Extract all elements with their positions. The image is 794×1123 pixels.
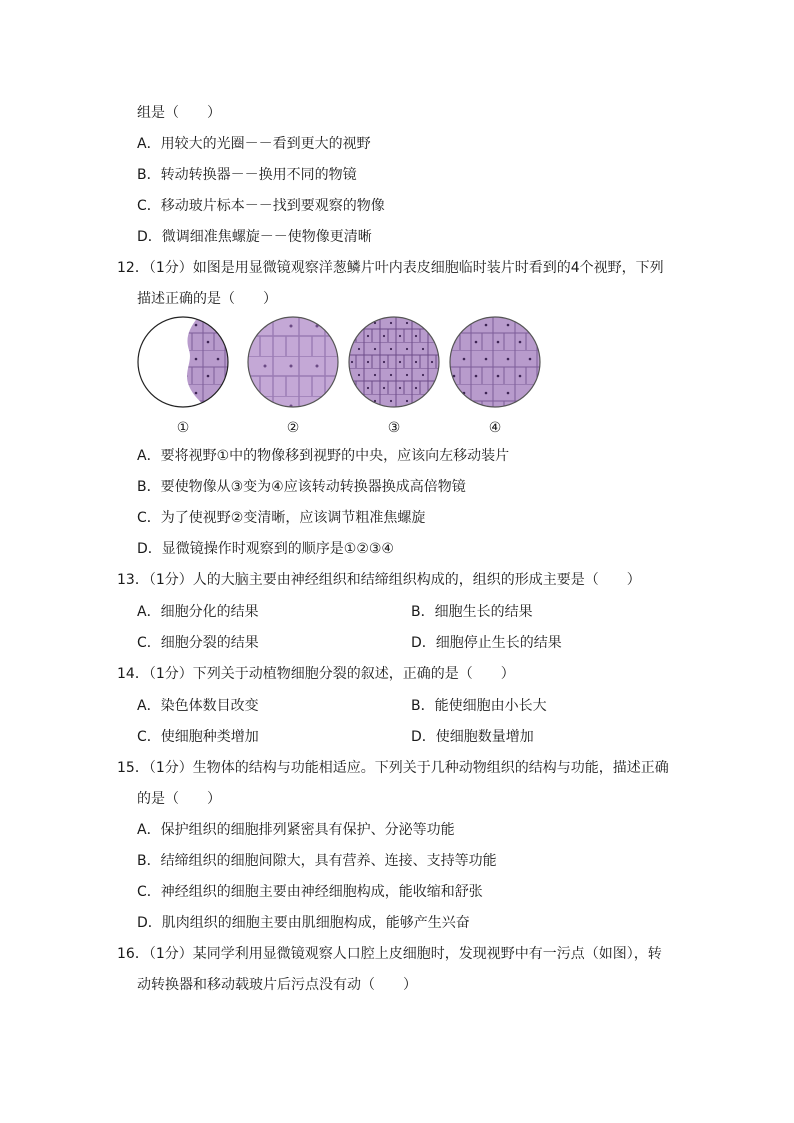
q13-option-b[interactable]: B．细胞生长的结果 — [411, 604, 533, 620]
q12-stem: 12．（1分）如图是用显微镜观察洋葱鳞片叶内表皮细胞临时装片时看到的4个视野，下列 — [117, 260, 664, 276]
q15-option-b[interactable]: B．结缔组织的细胞间隙大，具有营养、连接、支持等功能 — [137, 853, 497, 869]
q12-option-a[interactable]: A．要将视野①中的物像移到视野的中央，应该向左移动装片 — [137, 448, 510, 464]
field-4-label: ④ — [488, 420, 502, 436]
q12-option-c[interactable]: C．为了使视野②变清晰，应该调节粗准焦螺旋 — [137, 510, 426, 526]
q14-option-b[interactable]: B．能使细胞由小长大 — [411, 698, 547, 714]
field-1-label: ① — [176, 420, 190, 436]
q12-option-d[interactable]: D．显微镜操作时观察到的顺序是①②③④ — [137, 541, 394, 557]
q13-stem: 13．（1分）人的大脑主要由神经组织和结缔组织构成的，组织的形成主要是（ ） — [117, 572, 641, 588]
field-3 — [348, 316, 440, 408]
field-2-label: ② — [286, 420, 300, 436]
q15-stem-continuation: 的是（ ） — [137, 791, 221, 807]
q15-option-c[interactable]: C．神经组织的细胞主要由神经细胞构成，能收缩和舒张 — [137, 884, 483, 900]
q14-option-c[interactable]: C．使细胞种类增加 — [137, 729, 259, 745]
field-1 — [137, 316, 229, 408]
q11-stem-continuation: 组是（ ） — [137, 105, 221, 121]
field-3-label: ③ — [387, 420, 401, 436]
q14-stem: 14．（1分）下列关于动植物细胞分裂的叙述，正确的是（ ） — [117, 666, 515, 682]
q12-option-b[interactable]: B．要使物像从③变为④应该转动转换器换成高倍物镜 — [137, 479, 466, 495]
q11-option-c[interactable]: C．移动玻片标本－－找到要观察的物像 — [137, 198, 385, 214]
q13-option-a[interactable]: A．细胞分化的结果 — [137, 604, 259, 620]
field-2 — [247, 316, 339, 408]
q11-option-a[interactable]: A．用较大的光圈－－看到更大的视野 — [137, 136, 371, 152]
microscope-fields-figure — [137, 316, 557, 416]
q14-option-a[interactable]: A．染色体数目改变 — [137, 698, 259, 714]
q15-option-d[interactable]: D．肌肉组织的细胞主要由肌细胞构成，能够产生兴奋 — [137, 915, 470, 931]
q15-option-a[interactable]: A．保护组织的细胞排列紧密具有保护、分泌等功能 — [137, 822, 455, 838]
q16-stem: 16．（1分）某同学利用显微镜观察人口腔上皮细胞时，发现视野中有一污点（如图），转 — [117, 946, 662, 962]
field-4 — [449, 316, 541, 408]
q12-stem-continuation: 描述正确的是（ ） — [137, 291, 277, 307]
q16-stem-continuation: 动转换器和移动载玻片后污点没有动（ ） — [137, 977, 417, 993]
q13-option-d[interactable]: D．细胞停止生长的结果 — [411, 635, 562, 651]
q14-option-d[interactable]: D．使细胞数量增加 — [411, 729, 534, 745]
q11-option-b[interactable]: B．转动转换器－－换用不同的物镜 — [137, 167, 357, 183]
q11-option-d[interactable]: D．微调细准焦螺旋－－使物像更清晰 — [137, 229, 372, 245]
q15-stem: 15．（1分）生物体的结构与功能相适应。下列关于几种动物组织的结构与功能，描述正确 — [117, 760, 669, 776]
q13-option-c[interactable]: C．细胞分裂的结果 — [137, 635, 259, 651]
